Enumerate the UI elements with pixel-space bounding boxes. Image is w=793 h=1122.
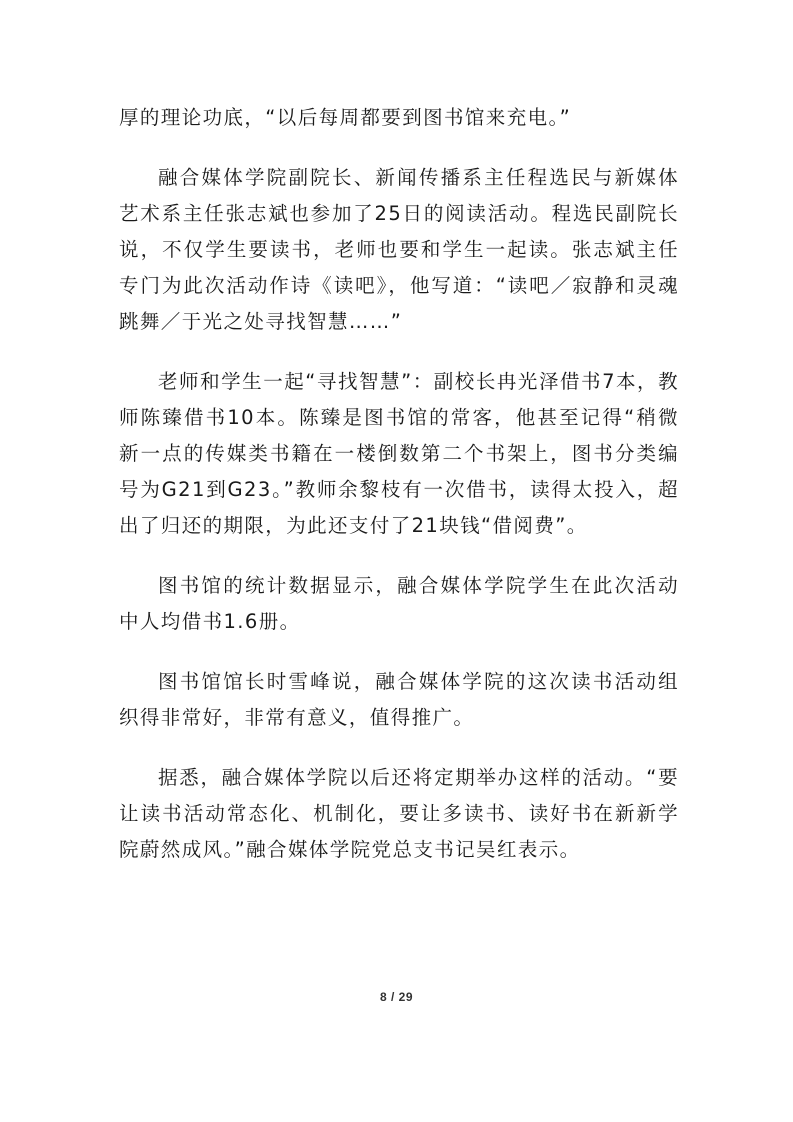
paragraph-statistics: 图书馆的统计数据显示，融合媒体学院学生在此次活动中人均借书1.6册。 <box>119 574 679 633</box>
paragraph-library-director: 图书馆馆长时雪峰说，融合媒体学院的这次读书活动组织得非常好，非常有意义，值得推广。 <box>119 670 679 729</box>
paragraph-teachers-borrowing: 老师和学生一起“寻找智慧”：副校长冉光泽借书7本，教师陈臻借书10本。陈臻是图书馆的常客，他甚至记得“稍微新一点的传媒类书籍在一楼倒数第二个书架上，图书分类编号为G21到G23。”教师余黎枝有一次借书，读得太投入，超出了归还的期限，为此还支付了21块钱“借阅费”。 <box>119 370 679 537</box>
article-body <box>119 100 679 892</box>
paragraph-continuation: 厚的理论功底，“以后每周都要到图书馆来充电。” <box>119 106 572 129</box>
page-number: 8 / 29 <box>379 990 414 1004</box>
paragraph-future-plans: 据悉，融合媒体学院以后还将定期举办这样的活动。“要让读书活动常态化、机制化，要让多读书、读好书在新新学院蔚然成风。”融合媒体学院党总支书记吴红表示。 <box>119 766 679 861</box>
paragraph-reading-activity: 融合媒体学院副院长、新闻传播系主任程选民与新媒体艺术系主任张志斌也参加了25日的阅读活动。程选民副院长说，不仅学生要读书，老师也要和学生一起读。张志斌主任专门为此次活动作诗《读吧》，他写道：“读吧／寂静和灵魂跳舞／于光之处寻找智慧……” <box>119 166 679 333</box>
